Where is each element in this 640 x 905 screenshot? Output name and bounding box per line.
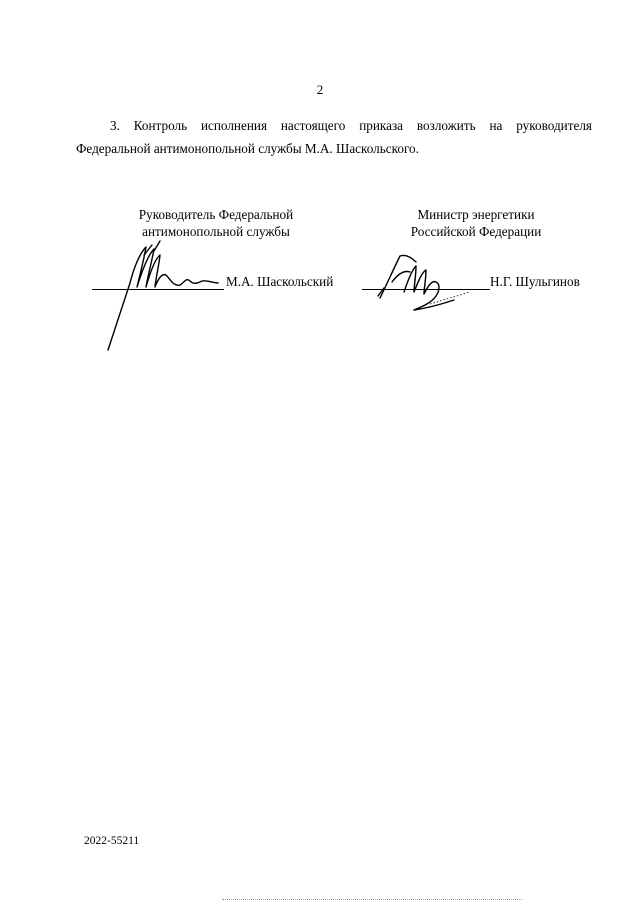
paragraph-control: [76, 114, 592, 160]
scan-edge-divider: [222, 899, 522, 900]
signatory-right-name: Н.Г. Шульгинов: [490, 274, 580, 289]
signatory-right-title-line-1: Министр энергетики: [417, 207, 535, 222]
signatory-right-handwritten-signature: [370, 248, 480, 318]
paragraph-line-2: Федеральной антимонопольной службы М.А. Шаскольского.: [76, 141, 419, 156]
paragraph-line-1: 3. Контроль исполнения настоящего приказа возложить на руководителя: [110, 118, 592, 133]
signatory-left-title-line-2: антимонопольной службы: [142, 224, 290, 239]
signatory-left-title-line-1: Руководитель Федеральной: [138, 207, 294, 222]
signatory-right-title: [376, 206, 576, 240]
signatory-left-handwritten-signature: [100, 225, 230, 355]
page-number: 2: [316, 82, 324, 97]
signatory-left-name: М.А. Шаскольский: [226, 274, 334, 289]
signatory-right-title-line-2: Российской Федерации: [410, 224, 542, 239]
registration-code: 2022-55211: [84, 835, 140, 847]
